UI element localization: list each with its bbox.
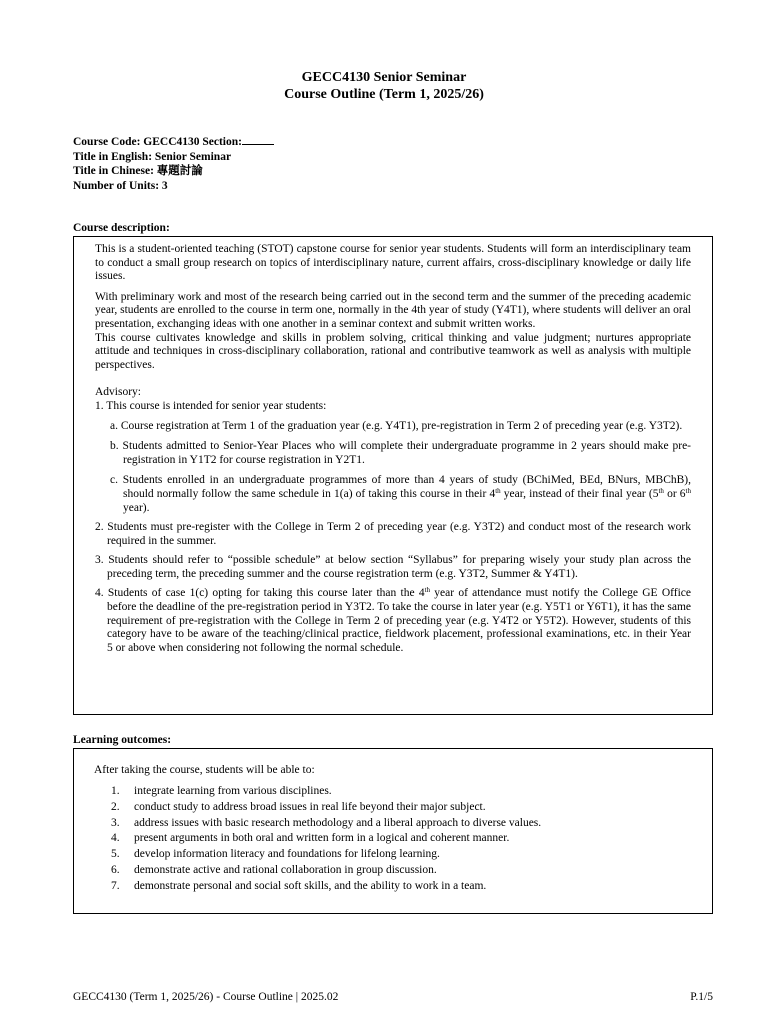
number-of-units: Number of Units: 3 — [73, 179, 168, 192]
learning-outcomes-box — [73, 748, 713, 914]
list-item: 2. conduct study to address broad issues in real life beyond their major subject. — [111, 800, 486, 813]
learning-outcomes-heading: Learning outcomes: — [73, 734, 172, 746]
advisory-item-3: 3. Students should refer to “possible schedule” at below section “Syllabus” for preparing wisely your study plan across the preceding term, the preceding summer and the course registration term (e.g. Y3T2, Summer & Y4T1). — [95, 554, 691, 580]
advisory-item-1c: c. Students enrolled in an undergraduate programmes of more than 4 years of study (BChiMed, BEd, BNurs, MBChB), should normally follow the same schedule in 1(a) of taking this course in their 4th year, instead of their final year (5th or 6th year). — [110, 474, 691, 514]
footer-course-info: GECC4130 (Term 1, 2025/26) - Course Outline | 2025.02 — [73, 991, 339, 1003]
list-item: 3. address issues with basic research methodology and a liberal approach to diverse values. — [111, 816, 542, 829]
course-description-box — [73, 236, 713, 715]
course-description-heading: Course description: — [73, 222, 170, 234]
description-paragraph: This course cultivates knowledge and skills in problem solving, critical thinking and value judgment; nurtures appropriate attitude and techniques in cross-disciplinary collaboration, rational and contributive teamwork as well as analysis with multiple perspectives. — [95, 331, 691, 371]
list-item: 7. demonstrate personal and social soft skills, and the ability to work in a team. — [111, 879, 487, 892]
description-paragraph: With preliminary work and most of the research being carried out in the second term and the summer of the preceding academic year, students are enrolled to the course in term one, normally in the 4th year of study (Y4T1), where students will deliver an oral presentation, exchanging ideas with one another in a seminar context and submit written works. — [95, 290, 691, 330]
advisory-item-2: 2. Students must pre-register with the College in Term 2 of preceding year (e.g. Y3T2) and conduct most of the research work required in the summer. — [95, 521, 691, 547]
description-paragraph: This is a student-oriented teaching (STOT) capstone course for senior year students. Students will form an interdisciplinary team to conduct a small group research on topics of interdisciplinary nature, current affairs, cross-disciplinary knowledge or daily life issues. — [95, 243, 691, 283]
advisory-item-1b: b. Students admitted to Senior-Year Places who will complete their undergraduate programme in 2 years should make pre-registration in Y1T2 for course registration in Y2T1. — [110, 440, 691, 466]
list-item: 6. demonstrate active and rational collaboration in group discussion. — [111, 863, 437, 876]
advisory-label: Advisory: — [95, 386, 141, 399]
title-chinese: Title in Chinese: 專題討論 — [73, 165, 203, 177]
advisory-item-4: 4. Students of case 1(c) opting for taking this course later than the 4th year of attendance must notify the College GE Office before the deadline of the pre-registration period in Y3T2. To take the course in later year (e.g. Y5T1 or Y6T1), it has the same requirement of pre-registration with the College in Term 2 of preceding year (e.g. Y4T2 or Y5T2). However, students of this category have to be aware of the teaching/clinical practice, fieldwork placement, professional examinations, etc. in their Year 5 or above when considering not following the normal schedule. — [95, 586, 691, 654]
advisory-item-1: 1. This course is intended for senior year students: — [95, 399, 327, 412]
course-meta — [73, 134, 274, 193]
list-item: 1. integrate learning from various disciplines. — [111, 785, 332, 797]
list-item: 5. develop information literacy and foundations for lifelong learning. — [111, 848, 440, 861]
page-number: P.1/5 — [690, 991, 713, 1003]
learning-outcomes-intro: After taking the course, students will be able to: — [94, 764, 315, 776]
learning-outcomes-list — [94, 784, 691, 895]
course-code: Course Code: GECC4130 Section: — [73, 136, 242, 148]
course-code-line — [73, 134, 274, 150]
document-title: GECC4130 Senior Seminar — [301, 70, 467, 85]
title-english: Title in English: Senior Seminar — [73, 150, 232, 163]
document-subtitle: Course Outline (Term 1, 2025/26) — [284, 87, 484, 102]
list-item: 4. present arguments in both oral and written form in a logical and coherent manner. — [111, 832, 510, 845]
advisory-item-1a: a. Course registration at Term 1 of the graduation year (e.g. Y4T1), pre-registration in Term 2 of preceding year (e.g. Y3T2). — [110, 419, 683, 432]
section-blank — [242, 134, 274, 145]
